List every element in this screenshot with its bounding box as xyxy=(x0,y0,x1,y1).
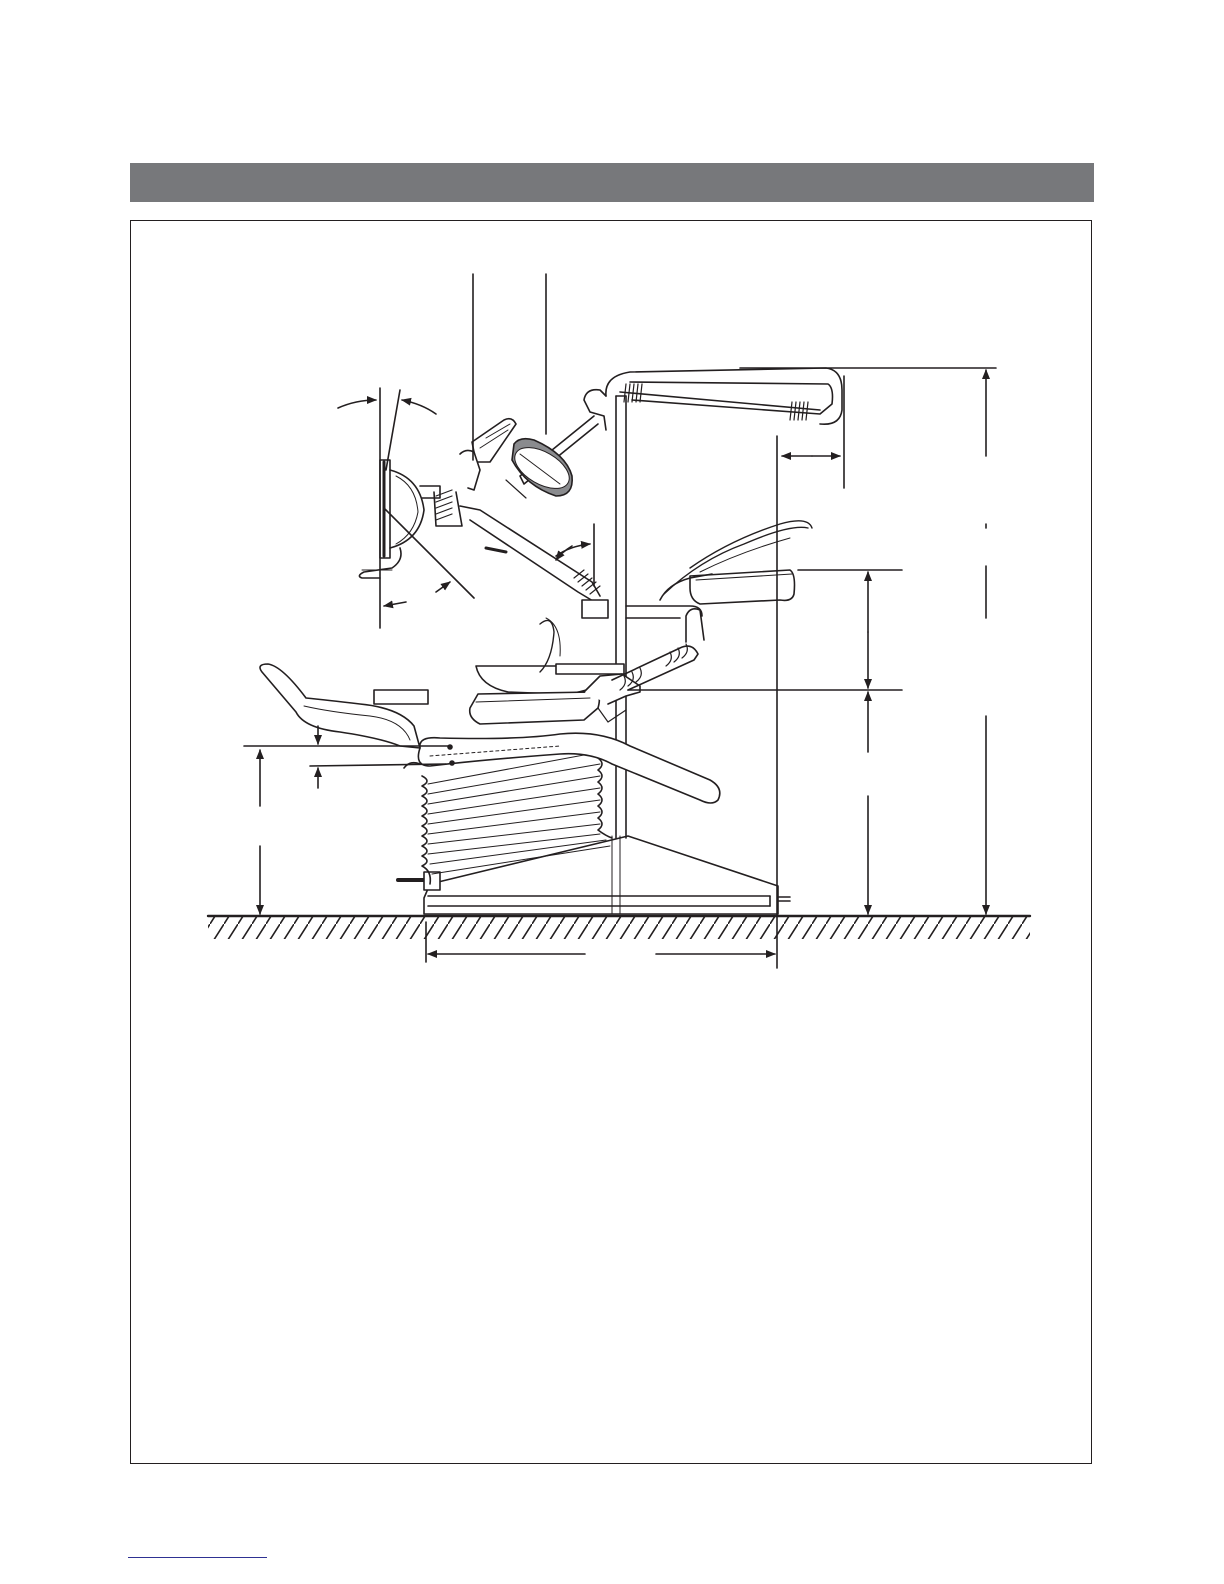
operating-light-head xyxy=(506,439,576,498)
doctor-delivery-tray xyxy=(660,521,812,604)
arm-reach-dimension xyxy=(782,376,844,488)
floor-line xyxy=(208,916,1030,939)
delivery-arm xyxy=(606,368,842,424)
light-handle xyxy=(460,419,516,490)
monitor-arm xyxy=(420,486,608,618)
unit-column xyxy=(616,396,626,838)
patient-chair-headrest xyxy=(260,664,428,768)
monitor-screen xyxy=(359,460,424,578)
footer-link-underline xyxy=(128,1557,267,1558)
chair-base xyxy=(398,836,790,914)
monitor-depth-dimension xyxy=(384,508,474,606)
